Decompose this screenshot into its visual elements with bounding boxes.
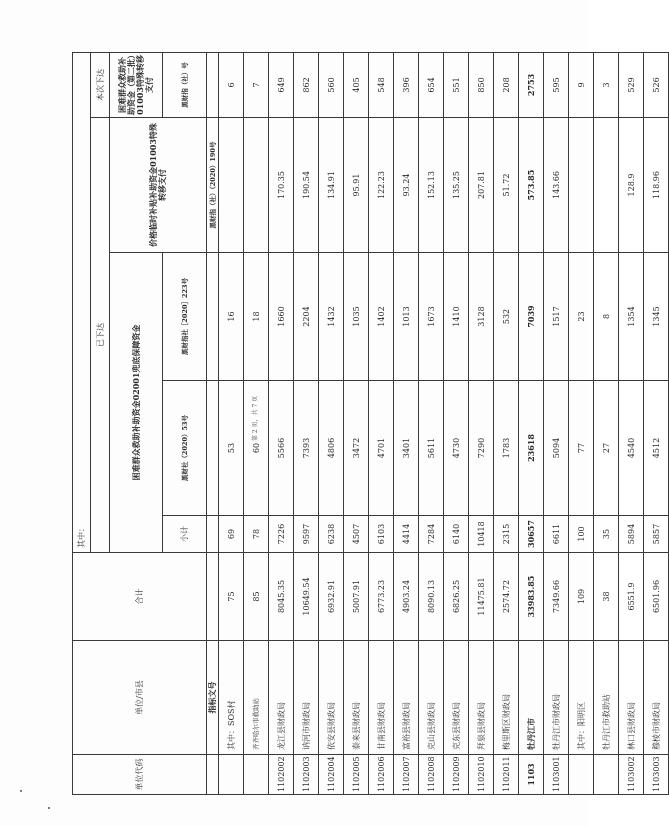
table-row	[569, 52, 594, 794]
cell-this-issue: 405	[344, 52, 369, 117]
cell-this-issue: 595	[544, 52, 569, 117]
cell-doc1: 5611	[419, 381, 444, 516]
header-unit-name: 单位/市县	[73, 641, 207, 755]
cell-unit-name: 牡丹江市救助站	[594, 641, 619, 755]
cell-unit-code	[219, 755, 244, 795]
cell-unit-code: 1103003	[644, 755, 669, 795]
cell-total: 4903.24	[394, 553, 419, 641]
cell-doc2: 1354	[619, 253, 644, 381]
cell-unit-name: 穆棱市财政局	[644, 641, 669, 755]
cell-total: 10649.54	[294, 553, 319, 641]
cell-subtotal: 7284	[419, 516, 444, 553]
cell-subtotal: 4414	[394, 516, 419, 553]
cell-doc2: 1517	[544, 253, 569, 381]
header-issued: 已下达	[91, 118, 110, 553]
cell-unit-name: 依安县财政局	[319, 641, 344, 755]
cell-doc1: 77	[569, 381, 594, 516]
cell-unit-code: 1102007	[394, 755, 419, 795]
cell-unit-name: 牡丹江市财政局	[544, 641, 569, 755]
cell-this-issue: 654	[419, 52, 444, 117]
cell-unit-code: 1103	[519, 755, 544, 795]
cell-subtotal: 6238	[319, 516, 344, 553]
table-row	[519, 52, 544, 794]
table-row	[419, 52, 444, 794]
cell-this-issue: 862	[294, 52, 319, 117]
cell-unit-name: 拜泉县财政局	[469, 641, 494, 755]
cell-unit-code: 1102002	[269, 755, 294, 795]
table-row	[444, 52, 469, 794]
cell-subtotal: 5894	[619, 516, 644, 553]
cell-unit-name: 甘南县财政局	[369, 641, 394, 755]
table-row	[269, 52, 294, 794]
cell-doc1: 4701	[369, 381, 394, 516]
cell-unit-name: 克山县财政局	[419, 641, 444, 755]
cell-doc2: 16	[219, 253, 244, 381]
table-row	[469, 52, 494, 794]
header-total: 合计	[73, 553, 207, 641]
cell-doc2: 18	[244, 253, 269, 381]
cell-doc2: 1673	[419, 253, 444, 381]
cell-unit-name: 泰来县财政局	[344, 641, 369, 755]
header-doc1: 黑财社（2020）53号	[163, 381, 207, 516]
table-row	[319, 52, 344, 794]
cell-doc3: 95.91	[344, 118, 369, 253]
cell-this-issue: 560	[319, 52, 344, 117]
cell-this-issue: 551	[444, 52, 469, 117]
header-subtotal: 小计	[163, 516, 207, 553]
cell-subtotal: 78	[244, 516, 269, 553]
page-number: 第 2 页，共 7 页	[252, 395, 259, 441]
header-of-which: 其中：	[73, 52, 91, 552]
cell-doc2: 1432	[319, 253, 344, 381]
cell-this-issue: 396	[394, 52, 419, 117]
blank-cell	[207, 553, 219, 641]
cell-this-issue: 850	[469, 52, 494, 117]
cell-unit-code: 1102010	[469, 755, 494, 795]
cell-doc2: 2204	[294, 253, 319, 381]
cell-this-issue: 6	[219, 52, 244, 117]
cell-unit-name: 克东县财政局	[444, 641, 469, 755]
table-row	[644, 52, 669, 794]
cell-subtotal: 2315	[494, 516, 519, 553]
header-this-issue: 本次下达	[91, 52, 110, 117]
cell-this-issue: 529	[619, 52, 644, 117]
cell-this-issue: 3	[594, 52, 619, 117]
cell-this-issue: 7	[244, 52, 269, 117]
table-row	[544, 52, 569, 794]
cell-unit-name: 牡丹江市	[519, 641, 544, 755]
cell-subtotal: 6103	[369, 516, 394, 553]
cell-total: 6932.91	[319, 553, 344, 641]
cell-total: 8045.35	[269, 553, 294, 641]
cell-unit-name: 讷河市财政局	[294, 641, 319, 755]
cell-doc3: 573.85	[519, 118, 544, 253]
cell-total: 85	[244, 553, 269, 641]
page-footer	[248, 385, 268, 445]
cell-doc1: 27	[594, 381, 619, 516]
blank-cell	[207, 52, 219, 117]
cell-subtotal: 9597	[294, 516, 319, 553]
blank-cell	[207, 253, 219, 381]
cell-doc3: 207.81	[469, 118, 494, 253]
table-row	[394, 52, 419, 794]
cell-unit-name: 其中：SOS村	[219, 641, 244, 755]
cell-unit-code: 1102008	[419, 755, 444, 795]
cell-subtotal: 6611	[544, 516, 569, 553]
cell-total: 11475.81	[469, 553, 494, 641]
cell-unit-code: 1103002	[619, 755, 644, 795]
rotated-table-container	[72, 53, 661, 795]
cell-doc3: 190.54	[294, 118, 319, 253]
cell-doc1: 60	[244, 381, 269, 516]
cell-doc3: 135.25	[444, 118, 469, 253]
header-group1: 困难群众救助补助资金02001兜底保障资金	[110, 253, 163, 553]
cell-doc2: 1035	[344, 253, 369, 381]
cell-this-issue: 548	[369, 52, 394, 117]
cell-doc3	[244, 118, 269, 253]
cell-doc1: 53	[219, 381, 244, 516]
cell-doc1: 4806	[319, 381, 344, 516]
cell-unit-name: 梅里斯区财政局	[494, 641, 519, 755]
cell-doc2: 23	[569, 253, 594, 381]
cell-total: 5007.91	[344, 553, 369, 641]
table-row	[219, 52, 244, 794]
cell-doc3	[569, 118, 594, 253]
scan-speck	[20, 790, 22, 792]
cell-doc1: 7290	[469, 381, 494, 516]
blank-cell	[207, 755, 219, 795]
blank-cell	[207, 381, 219, 516]
cell-unit-name: 林口县财政局	[619, 641, 644, 755]
cell-doc2: 1345	[644, 253, 669, 381]
cell-doc2: 1410	[444, 253, 469, 381]
cell-total: 7349.66	[544, 553, 569, 641]
cell-subtotal: 30657	[519, 516, 544, 553]
cell-subtotal: 69	[219, 516, 244, 553]
header-indicator-doc: 指标文号	[207, 641, 219, 755]
cell-doc3: 51.72	[494, 118, 519, 253]
cell-total: 6773.23	[369, 553, 394, 641]
cell-subtotal: 100	[569, 516, 594, 553]
cell-doc1: 23618	[519, 381, 544, 516]
cell-subtotal: 4507	[344, 516, 369, 553]
cell-doc3: 122.23	[369, 118, 394, 253]
cell-this-issue: 2753	[519, 52, 544, 117]
cell-doc3: 118.96	[644, 118, 669, 253]
cell-total: 38	[594, 553, 619, 641]
cell-total: 6826.25	[444, 553, 469, 641]
cell-total: 75	[219, 553, 244, 641]
cell-doc1: 4540	[619, 381, 644, 516]
cell-doc1: 1783	[494, 381, 519, 516]
cell-subtotal: 10418	[469, 516, 494, 553]
cell-this-issue: 526	[644, 52, 669, 117]
cell-doc3	[219, 118, 244, 253]
cell-subtotal: 6140	[444, 516, 469, 553]
table-row	[369, 52, 394, 794]
header-doc4: 黑财指（社）号	[163, 52, 207, 117]
cell-subtotal: 35	[594, 516, 619, 553]
table-row	[494, 52, 519, 794]
header-doc2: 黑财指社［2020］223号	[163, 253, 207, 381]
cell-total: 33983.85	[519, 553, 544, 641]
cell-doc2: 532	[494, 253, 519, 381]
cell-unit-name: 其中：阳明区	[569, 641, 594, 755]
cell-doc3: 134.91	[319, 118, 344, 253]
cell-doc2: 1402	[369, 253, 394, 381]
header-group3: 困难群众救助补助资金（第二批）01003特殊转移支付	[110, 52, 163, 117]
cell-doc2: 7039	[519, 253, 544, 381]
cell-doc1: 5566	[269, 381, 294, 516]
cell-unit-code: 1103001	[544, 755, 569, 795]
cell-this-issue: 208	[494, 52, 519, 117]
cell-doc3	[594, 118, 619, 253]
cell-unit-name: 龙江县财政局	[269, 641, 294, 755]
cell-this-issue: 9	[569, 52, 594, 117]
blank-cell	[207, 516, 219, 553]
cell-doc2: 1660	[269, 253, 294, 381]
cell-doc1: 4512	[644, 381, 669, 516]
cell-doc1: 4730	[444, 381, 469, 516]
cell-unit-code: 1102003	[294, 755, 319, 795]
cell-subtotal: 5857	[644, 516, 669, 553]
cell-doc1: 3472	[344, 381, 369, 516]
funding-table	[72, 52, 669, 795]
header-unit-code: 单位代码	[73, 755, 207, 795]
table-row	[294, 52, 319, 794]
cell-unit-code	[569, 755, 594, 795]
cell-unit-code: 1102005	[344, 755, 369, 795]
cell-doc3: 152.13	[419, 118, 444, 253]
cell-doc3: 170.35	[269, 118, 294, 253]
cell-total: 6551.9	[619, 553, 644, 641]
scan-speck	[48, 807, 50, 809]
cell-unit-code: 1102009	[444, 755, 469, 795]
cell-total: 8090.13	[419, 553, 444, 641]
cell-doc1: 5094	[544, 381, 569, 516]
cell-doc2: 1013	[394, 253, 419, 381]
cell-unit-code: 1102006	[369, 755, 394, 795]
cell-doc3: 143.66	[544, 118, 569, 253]
cell-total: 6501.96	[644, 553, 669, 641]
cell-doc1: 7393	[294, 381, 319, 516]
header-group2: 价格临时补贴补助资金01003特殊转移支付	[110, 118, 207, 253]
table-row	[344, 52, 369, 794]
cell-unit-name: 富裕县财政局	[394, 641, 419, 755]
cell-doc2: 8	[594, 253, 619, 381]
cell-doc3: 93.24	[394, 118, 419, 253]
cell-unit-name: 齐齐哈尔市救助站	[244, 641, 269, 755]
cell-doc3: 128.9	[619, 118, 644, 253]
cell-this-issue: 649	[269, 52, 294, 117]
cell-doc2: 3128	[469, 253, 494, 381]
cell-unit-code: 1102011	[494, 755, 519, 795]
header-doc3: 黑财指（社）（2020）190号	[207, 118, 219, 253]
cell-subtotal: 7226	[269, 516, 294, 553]
table-row	[619, 52, 644, 794]
cell-unit-code	[594, 755, 619, 795]
cell-doc1: 3401	[394, 381, 419, 516]
cell-total: 2574.72	[494, 553, 519, 641]
cell-unit-code	[244, 755, 269, 795]
cell-unit-code: 1102004	[319, 755, 344, 795]
table-row	[594, 52, 619, 794]
cell-total: 109	[569, 553, 594, 641]
